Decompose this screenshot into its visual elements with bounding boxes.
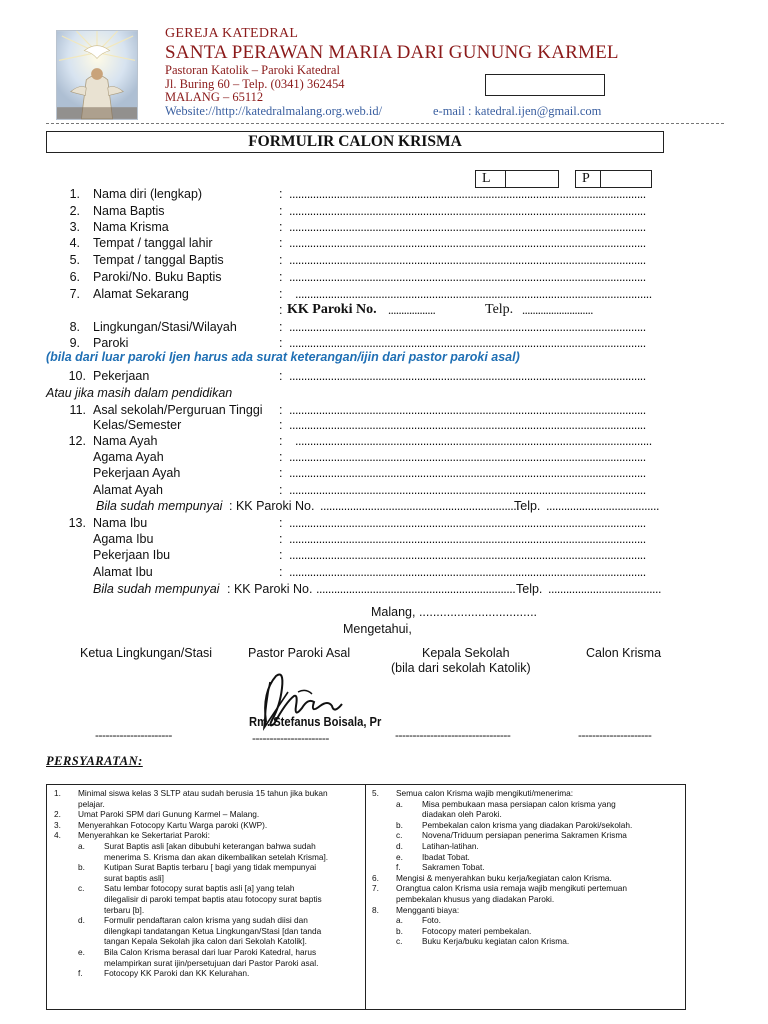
requirement-line <box>372 905 682 916</box>
field-label-parish: Paroki <box>93 336 129 350</box>
field-colon: : <box>279 270 283 284</box>
requirement-text: terbaru [b]. <box>104 904 145 915</box>
field-label-birth-place-date: Tempat / tanggal lahir <box>93 236 213 250</box>
requirement-number: 2. <box>54 809 61 820</box>
field-label-father-religion: Agama Ayah <box>93 450 164 464</box>
father-occupation-input[interactable]: ........................................................................................................................ <box>289 466 646 480</box>
class-semester-input[interactable]: ........................................................................................................................ <box>289 418 646 432</box>
requirement-number: d. <box>78 915 85 926</box>
requirement-number: c. <box>396 936 403 947</box>
requirement-line <box>54 947 359 958</box>
requirement-line <box>372 852 682 863</box>
field-label-mother-religion: Agama Ibu <box>93 532 154 546</box>
father-telp-input[interactable]: ...................................... <box>546 499 659 513</box>
signature-line-neighborhood[interactable]: ---------------------- <box>95 728 172 742</box>
signer-school-head-note: (bila dari sekolah Katolik) <box>391 661 531 675</box>
full-name-input[interactable]: ........................................................................................................................ <box>289 187 646 201</box>
requirement-text: Fotocopy KK Paroki dan KK Kelurahan. <box>104 968 250 979</box>
field-number: 4. <box>69 236 80 250</box>
requirement-line <box>372 862 682 873</box>
requirement-text: Ibadat Tobat. <box>422 851 470 862</box>
requirement-line <box>54 841 359 852</box>
outside-parish-note: (bila dari luar paroki Ijen harus ada surat keterangan/ijin dari pastor paroki asal) <box>46 350 520 364</box>
pastor-name: Rm. Stefanus Boisala, Pr <box>249 714 382 729</box>
field-label-class-semester: Kelas/Semester <box>93 418 182 432</box>
field-colon: : <box>279 220 283 234</box>
field-colon: : <box>279 516 283 530</box>
signer-parish-priest: Pastor Paroki Asal <box>248 646 351 660</box>
field-colon: : <box>279 320 283 334</box>
requirement-number: e. <box>78 947 85 957</box>
requirement-number: d. <box>396 841 403 851</box>
field-number: 10. <box>68 369 86 383</box>
school-input[interactable]: ........................................................................................................................ <box>289 403 646 417</box>
requirement-line <box>54 862 359 873</box>
signing-place-date[interactable]: Malang, .................................. <box>371 605 538 619</box>
header-divider <box>46 123 724 124</box>
requirements-divider <box>365 784 366 1010</box>
requirement-text: Buku Kerja/buku kegiatan calon Krisma. <box>422 936 570 947</box>
requirement-line <box>54 958 359 969</box>
registration-number-box[interactable] <box>485 74 605 96</box>
requirement-number: c. <box>78 883 85 894</box>
requirement-text: melampirkan surat ijin/persetujuan dari Pastor Paroki asal. <box>104 957 319 968</box>
requirement-number: 3. <box>54 819 61 830</box>
church-name-line2: SANTA PERAWAN MARIA DARI GUNUNG KARMEL <box>165 42 619 63</box>
field-number: 2. <box>69 204 80 218</box>
requirement-line <box>372 926 682 937</box>
requirement-line <box>54 915 359 926</box>
requirement-line <box>372 873 682 884</box>
requirement-text: Mengganti biaya: <box>396 904 460 915</box>
signature-line-candidate[interactable]: --------------------- <box>578 728 652 742</box>
field-colon: : <box>279 466 283 480</box>
field-label-baptism-place-date: Tempat / tanggal Baptis <box>93 253 224 267</box>
mother-kk-label: : KK Paroki No. <box>227 582 313 596</box>
field-label-confirmation-name: Nama Krisma <box>93 220 169 234</box>
holy-spirit-emblem-icon <box>57 31 137 119</box>
requirement-line <box>372 883 682 894</box>
field-colon: : <box>279 303 283 317</box>
website-link: Website://http://katedralmalang.org.web.id/ <box>165 104 383 118</box>
requirement-number: 8. <box>372 904 379 915</box>
field-colon: : <box>279 565 283 579</box>
requirement-text: Formulir pendaftaran calon krisma yang sudah diisi dan <box>104 915 308 926</box>
field-colon: : <box>279 204 283 218</box>
field-label-full-name: Nama diri (lengkap) <box>93 187 203 201</box>
requirement-text: menerima S. Krisma dan akan dikembalikan setelah Krisma]. <box>104 851 329 862</box>
education-note: Atau jika masih dalam pendidikan <box>46 386 233 400</box>
signature-line-parish-priest[interactable]: ---------------------- <box>252 731 329 745</box>
requirement-line <box>54 809 359 820</box>
address-line-1: Pastoran Katolik – Paroki Katedral <box>165 63 340 77</box>
gender-female-label: P <box>576 171 601 187</box>
requirement-line <box>54 873 359 884</box>
field-label-school: Asal sekolah/Perguruan Tinggi <box>93 403 263 417</box>
requirement-line <box>54 968 359 979</box>
field-number: 1. <box>69 187 80 201</box>
field-label-mother-address: Alamat Ibu <box>93 565 153 579</box>
email-address: e-mail : katedral.ijen@gmail.com <box>433 104 602 118</box>
requirement-text: Menyerahkan Fotocopy Kartu Warga paroki (KWP). <box>78 819 268 830</box>
field-label-baptism-name: Nama Baptis <box>93 204 165 218</box>
requirement-text: Minimal siswa kelas 3 SLTP atau sudah berusia 15 tahun jika bukan <box>78 788 328 798</box>
parish-input[interactable]: ........................................................................................................................ <box>289 336 646 350</box>
signer-neighborhood-head: Ketua Lingkungan/Stasi <box>80 646 213 660</box>
field-number: 11. <box>69 403 86 417</box>
field-number: 3. <box>69 220 80 234</box>
requirement-text: Novena/Triduum persiapan penerima Sakramen Krisma <box>422 830 627 841</box>
requirement-number: f. <box>78 968 83 979</box>
requirement-text: dilegalisir di paroki tempat baptis atau fotocopy surat baptis <box>104 894 322 904</box>
requirement-line <box>372 894 682 905</box>
requirement-text: Semua calon Krisma wajib mengikuti/menerima: <box>396 788 574 798</box>
field-colon: : <box>279 287 283 301</box>
field-number: 12. <box>68 434 86 448</box>
mother-kk-input[interactable]: ................................................................... <box>316 582 516 596</box>
field-label-mother-name: Nama Ibu <box>93 516 148 530</box>
neighborhood-input[interactable]: ........................................................................................................................ <box>289 320 646 334</box>
requirement-text: Orangtua calon Krisma usia remaja wajib mengikuti pertemuan <box>396 883 628 894</box>
requirement-text: Umat Paroki SPM dari Gunung Karmel – Malang. <box>78 809 260 820</box>
requirement-text: Bila Calon Krisma berasal dari luar Paroki Katedral, harus <box>104 947 317 957</box>
field-label-neighborhood: Lingkungan/Stasi/Wilayah <box>93 320 237 334</box>
requirement-text: Fotocopy materi pembekalan. <box>422 925 532 936</box>
requirement-number: 6. <box>372 872 379 883</box>
requirement-number: b. <box>396 925 403 936</box>
field-colon: : <box>279 403 283 417</box>
father-kk-label: : KK Paroki No. <box>229 499 315 513</box>
church-name-line1: GEREJA KATEDRAL <box>165 26 299 41</box>
mother-address-input[interactable]: ........................................................................................................................ <box>289 565 646 579</box>
confirmation-name-input[interactable]: ........................................................................................................................ <box>289 220 646 234</box>
father-telp-label: Telp. <box>514 499 541 513</box>
requirement-text: Sakramen Tobat. <box>422 862 485 873</box>
field-colon: : <box>279 369 283 383</box>
gender-male-label: L <box>476 171 506 187</box>
requirement-number: a. <box>396 915 403 926</box>
requirement-text: Menyerahkan ke Sekertariat Paroki: <box>78 830 210 841</box>
kk-paroki-label: KK Paroki No. <box>287 302 377 317</box>
field-label-parish-baptism-book: Paroki/No. Buku Baptis <box>93 270 222 284</box>
requirement-line <box>54 852 359 863</box>
field-label-father-occupation: Pekerjaan Ayah <box>93 466 181 480</box>
signer-candidate: Calon Krisma <box>586 646 662 660</box>
parish-logo <box>56 30 138 120</box>
requirement-text: Surat Baptis asli [akan dibubuhi keterangan bahwa sudah <box>104 841 316 851</box>
requirement-number: 1. <box>54 788 61 798</box>
requirement-text: Pembekalan calon krisma yang diadakan Paroki/sekolah. <box>422 819 633 830</box>
requirement-text: tangan Kepala Sekolah jika calon dari Sekolah Katolik]. <box>104 936 307 947</box>
field-colon: : <box>279 187 283 201</box>
signature-line-school-head[interactable]: --------------------------------- <box>395 728 511 742</box>
telp-input[interactable]: ........................... <box>522 303 593 317</box>
requirement-line <box>372 841 682 852</box>
field-colon: : <box>279 450 283 464</box>
occupation-input[interactable]: ........................................................................................................................ <box>289 369 646 383</box>
field-colon: : <box>279 434 283 448</box>
requirement-number: 4. <box>54 830 61 841</box>
mother-kk-prefix: Bila sudah mempunyai <box>93 582 220 596</box>
requirement-line <box>54 936 359 947</box>
signer-school-head: Kepala Sekolah <box>422 646 510 660</box>
acknowledged-label: Mengetahui, <box>343 622 412 636</box>
field-label-current-address: Alamat Sekarang <box>93 287 189 301</box>
mother-religion-input[interactable]: ........................................................................................................................ <box>289 532 646 546</box>
requirement-line <box>372 809 682 820</box>
field-number: 9. <box>69 336 80 350</box>
field-colon: : <box>279 483 283 497</box>
father-religion-input[interactable]: ........................................................................................................................ <box>289 450 646 464</box>
requirement-text: Foto. <box>422 915 441 926</box>
requirement-number: e. <box>396 851 403 862</box>
requirement-line <box>54 788 359 799</box>
field-colon: : <box>279 336 283 350</box>
field-label-mother-occupation: Pekerjaan Ibu <box>93 548 171 562</box>
field-colon: : <box>279 418 283 432</box>
requirement-text: Misa pembukaan masa persiapan calon krisma yang <box>422 798 616 809</box>
requirement-text: Kutipan Surat Baptis terbaru [ bagi yang tidak mempunyai <box>104 862 317 873</box>
requirement-text: pelajar. <box>78 798 105 809</box>
father-kk-input[interactable]: ................................................................... <box>320 499 520 513</box>
field-colon: : <box>279 548 283 562</box>
requirement-line <box>372 799 682 810</box>
baptism-name-input[interactable]: ........................................................................................................................ <box>289 204 646 218</box>
field-label-occupation: Pekerjaan <box>93 369 150 383</box>
baptism-place-date-input[interactable]: ........................................................................................................................ <box>289 253 646 267</box>
requirement-number: b. <box>78 862 85 873</box>
requirement-number: a. <box>78 841 85 851</box>
field-colon: : <box>279 532 283 546</box>
requirement-number: a. <box>396 798 403 809</box>
requirement-line <box>372 788 682 799</box>
requirement-number: 7. <box>372 883 379 894</box>
requirement-text: Mengisi & menyerahkan buku kerja/kegiatan calon Krisma. <box>396 872 612 883</box>
field-colon: : <box>279 236 283 250</box>
father-name-input[interactable]: ........................................................................................................................ <box>295 434 652 448</box>
birth-place-date-input[interactable]: ........................................................................................................................ <box>289 236 646 250</box>
requirement-line <box>54 830 359 841</box>
requirement-line <box>372 830 682 841</box>
kk-paroki-input[interactable]: .................. <box>388 303 436 317</box>
requirement-text: surat baptis asli] <box>104 872 164 883</box>
mother-occupation-input[interactable]: ........................................................................................................................ <box>289 548 646 562</box>
requirement-line <box>54 894 359 905</box>
mother-name-input[interactable]: ........................................................................................................................ <box>289 516 646 530</box>
current-address-input[interactable]: ........................................................................................................................ <box>295 287 652 301</box>
requirement-line <box>372 936 682 947</box>
form-title: FORMULIR CALON KRISMA <box>46 131 664 153</box>
requirement-line <box>372 820 682 831</box>
requirement-line <box>372 915 682 926</box>
field-label-father-name: Nama Ayah <box>93 434 158 448</box>
requirement-line <box>54 926 359 937</box>
requirements-title: PERSYARATAN: <box>46 754 143 768</box>
requirement-number: b. <box>396 819 403 830</box>
requirement-number: 5. <box>372 788 379 798</box>
field-number: 8. <box>69 320 80 334</box>
field-number: 6. <box>69 270 80 284</box>
field-label-father-address: Alamat Ayah <box>93 483 163 497</box>
field-colon: : <box>279 253 283 267</box>
telp-label: Telp. <box>485 302 514 317</box>
requirement-text: dilengkapi tandatangan Ketua Lingkungan/Stasi [dan tanda <box>104 925 322 936</box>
requirement-line <box>54 905 359 916</box>
gender-female-box[interactable] <box>575 170 652 188</box>
mother-telp-input[interactable]: ...................................... <box>548 582 661 596</box>
father-address-input[interactable]: ........................................................................................................................ <box>289 483 646 497</box>
requirement-text: Satu lembar fotocopy surat baptis asli [a] yang telah <box>104 883 295 894</box>
requirement-number: f. <box>396 862 401 873</box>
field-number: 13. <box>68 516 86 530</box>
parish-baptism-book-input[interactable]: ........................................................................................................................ <box>289 270 646 284</box>
address-line-2: Jl. Buring 60 – Telp. (0341) 362454 <box>165 77 345 91</box>
requirement-line <box>54 799 359 810</box>
field-number: 7. <box>69 287 80 301</box>
requirement-line <box>54 883 359 894</box>
address-line-3: MALANG – 65112 <box>165 90 264 104</box>
requirement-text: diadakan oleh Paroki. <box>422 809 502 820</box>
requirement-text: pembekalan khusus yang diadakan Paroki. <box>396 894 555 904</box>
requirement-text: Latihan-latihan. <box>422 841 479 851</box>
requirement-line <box>54 820 359 831</box>
father-kk-prefix: Bila sudah mempunyai <box>96 499 223 513</box>
mother-telp-label: Telp. <box>516 582 543 596</box>
requirement-number: c. <box>396 830 403 841</box>
field-number: 5. <box>69 253 80 267</box>
gender-male-box[interactable] <box>475 170 559 188</box>
